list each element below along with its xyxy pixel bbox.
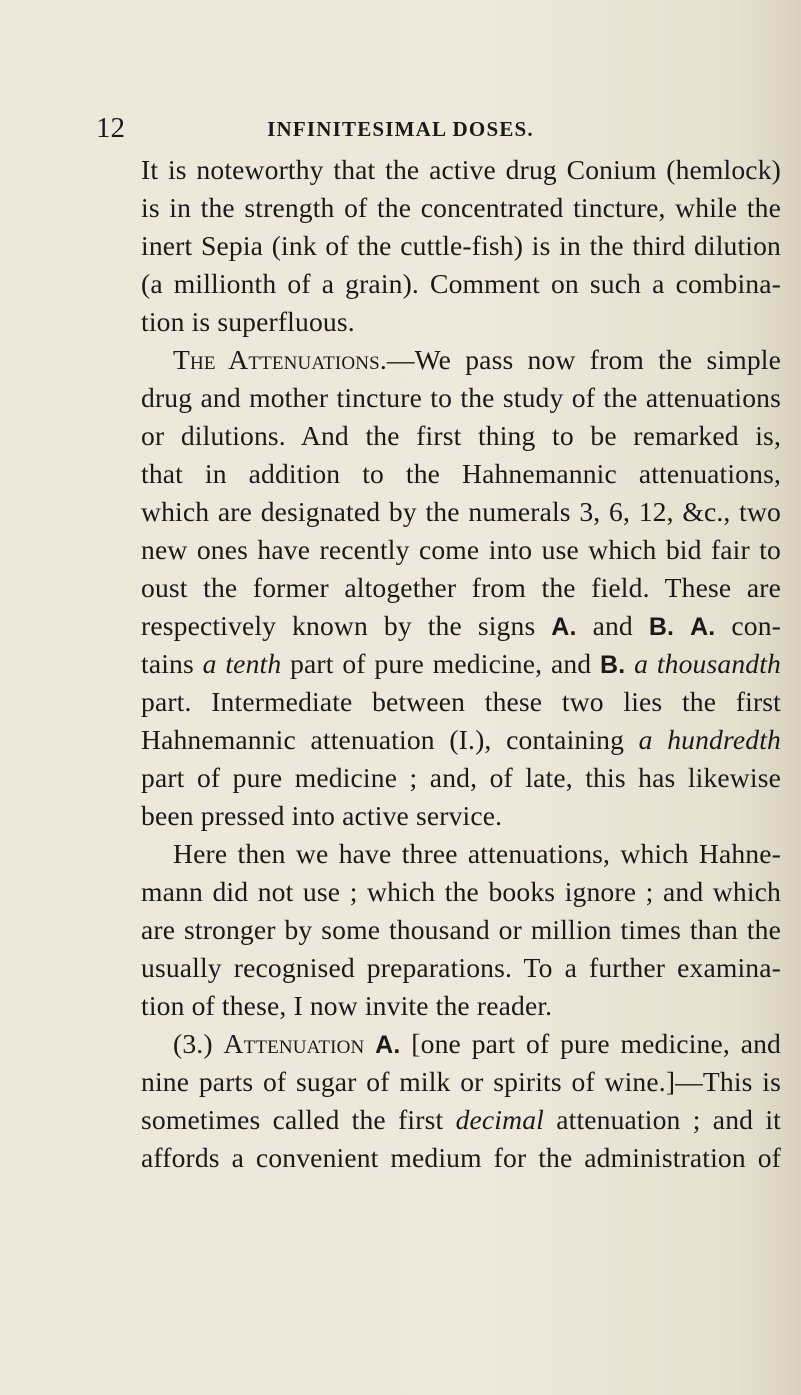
text-line: (3.) Attenuation A. [one part of pure medicine, and [173, 1028, 781, 1059]
section-heading: The Attenuations. [173, 344, 387, 375]
text-line: nine parts of sugar of milk or spirits of wine.]—This is [141, 1066, 781, 1097]
text-line: part of pure medicine ; and, of late, this has likewise [141, 762, 781, 793]
attenuation-sign-a: A. [375, 1031, 401, 1059]
text-line: drug and mother tincture to the study of the attenuations [141, 382, 781, 413]
page-header [0, 108, 801, 148]
section-heading: Attenuation [223, 1028, 365, 1059]
text-line: usually recognised preparations. To a further examina- [141, 952, 781, 983]
text-line: sometimes called the first decimal attenuation ; and it [141, 1104, 781, 1135]
text-line: that in addition to the Hahnemannic attenuations, [141, 458, 781, 489]
attenuation-sign-a: A. [690, 613, 716, 641]
text-line: It is noteworthy that the active drug Conium (hemlock) [141, 154, 781, 185]
text-line: Here then we have three attenuations, which Hahne- [173, 838, 781, 869]
text-line: tion is superfluous. [141, 306, 355, 337]
text-line: or dilutions. And the first thing to be remarked is, [141, 420, 781, 451]
text-line: respectively known by the signs A. and B. A. con- [141, 610, 781, 641]
text-line: part. Intermediate between these two lies the first [141, 686, 781, 717]
text-line: been pressed into active service. [141, 800, 503, 831]
attenuation-sign-b: B. [648, 613, 675, 641]
text-line: new ones have recently come into use which bid fair to [141, 534, 781, 565]
text-line: The Attenuations.—We pass now from the simple [173, 344, 781, 375]
text-line: oust the former altogether from the field. These are [141, 572, 781, 603]
text-line: mann did not use ; which the books ignore ; and which [141, 876, 781, 907]
text-line: are stronger by some thousand or million times than the [141, 914, 781, 945]
text-line: affords a convenient medium for the administration of [141, 1142, 781, 1173]
text-line: which are designated by the numerals 3, 6, 12, &c., two [141, 496, 781, 527]
page-number: 12 [96, 112, 125, 144]
text-line: inert Sepia (ink of the cuttle-fish) is in the third dilution [141, 230, 781, 261]
attenuation-sign-b: B. [600, 651, 626, 679]
text-line: Hahnemannic attenuation (I.), containing a hundredth [141, 724, 781, 755]
attenuation-sign-a: A. [551, 613, 577, 641]
text-line: is in the strength of the concentrated tincture, while the [141, 192, 781, 223]
text-line: tains a tenth part of pure medicine, and B. a thousandth [141, 648, 781, 679]
text-line: tion of these, I now invite the reader. [141, 990, 553, 1021]
running-head: INFINITESIMAL DOSES. [267, 117, 534, 141]
text-line: (a millionth of a grain). Comment on such a combina- [141, 268, 781, 299]
